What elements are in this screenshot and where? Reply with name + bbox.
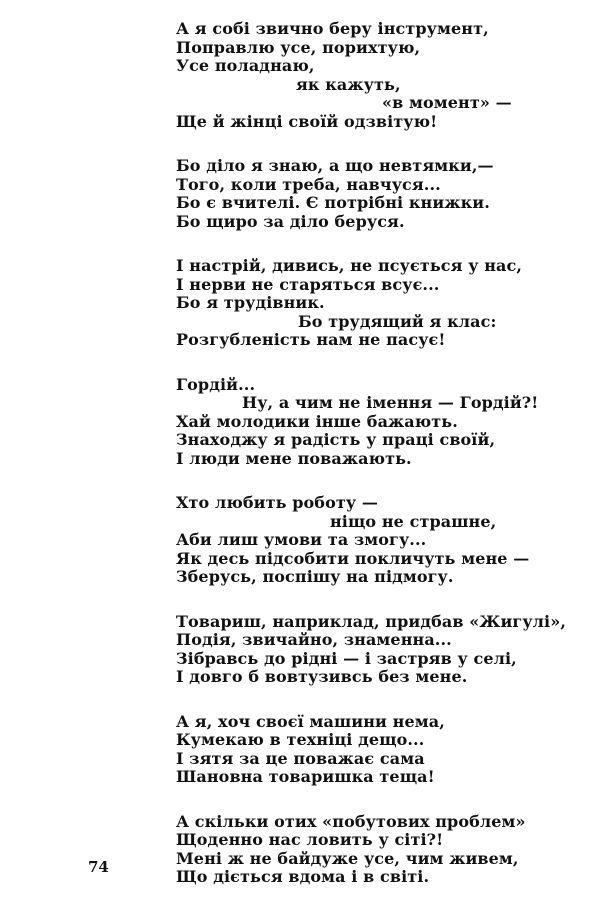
poem-line: І зятя за це поважає сама xyxy=(176,748,425,768)
poem-line: Бо трудящий я клас: xyxy=(298,311,497,331)
poem-line: Зібравсь до рідні — і застряв у селі, xyxy=(176,648,517,668)
poem-line: Усе поладнаю, xyxy=(176,56,315,75)
poem-line: як кажуть, xyxy=(296,74,401,94)
poem-line: А скільки отих «побутових проблем» xyxy=(176,811,526,831)
poem-line: Розгубленість нам не пасує! xyxy=(176,330,446,349)
stanza-6 xyxy=(176,613,586,687)
page-number: 74 xyxy=(88,858,109,876)
poem-line: І довго б вовтузивсь без мене. xyxy=(176,667,468,686)
poem-line: Кумекаю в техніці дещо... xyxy=(176,730,425,749)
poem-line: Шановна товаришка теща! xyxy=(176,767,435,786)
stanza-4 xyxy=(176,376,586,469)
stanza-2 xyxy=(176,157,586,231)
poem-line: І настрій, дивись, не псується у нас, xyxy=(176,256,523,275)
poem-line: Ну, а чим не імення — Гордій?! xyxy=(242,393,539,412)
poem-line: «в момент» — xyxy=(382,93,512,112)
poem-line: Зберусь, поспішу на підмогу. xyxy=(176,567,454,586)
poem-body xyxy=(176,20,586,913)
stanza-1 xyxy=(176,20,586,131)
poem-line: Що діється вдома і в світі. xyxy=(176,867,430,886)
poem-line: Подія, звичайно, знаменна... xyxy=(176,630,452,649)
stanza-3 xyxy=(176,257,586,350)
poem-line: Бо діло я знаю, а що невтямки,— xyxy=(176,156,494,175)
poem-line: Ще й жінці своїй одзвітую! xyxy=(176,111,438,131)
poem-line: Гордій... xyxy=(176,374,256,394)
poem-line: Як десь підсобити покличуть мене — xyxy=(176,548,530,568)
poem-line: Щоденно нас ловить у сіті?! xyxy=(176,830,444,849)
poem-line: А я, хоч своєї машини нема, xyxy=(176,711,445,731)
poem-line: Бо щиро за діло беруся. xyxy=(176,211,405,231)
poem-line: І нерви не старяться всує... xyxy=(176,274,440,294)
stanza-7 xyxy=(176,713,586,787)
poem-line: Хто любить роботу — xyxy=(176,493,378,512)
poem-line: ніщо не страшне, xyxy=(330,511,497,531)
stanza-5 xyxy=(176,494,586,587)
poem-line: Бо я трудівник. xyxy=(176,293,325,312)
poem-line: Мені ж не байдуже усе, чим живем, xyxy=(176,848,519,868)
poem-line: Бо є вчителі. Є потрібні книжки. xyxy=(176,193,490,212)
poem-line: Аби лиш умови та змогу... xyxy=(176,530,427,549)
poem-line: Того, коли треба, навчуся... xyxy=(176,174,441,194)
poem-line: Товариш, наприклад, придбав «Жигулі», xyxy=(176,611,566,631)
poem-line: Поправлю усе, порихтую, xyxy=(176,37,421,57)
poem-line: А я собі звично беру інструмент, xyxy=(176,19,489,38)
poem-line: Хай молодики інше бажають. xyxy=(176,411,458,431)
poem-line: І люди мене поважають. xyxy=(176,448,412,468)
stanza-8 xyxy=(176,813,586,887)
poem-line: Знаходжу я радість у праці своїй, xyxy=(176,430,496,449)
